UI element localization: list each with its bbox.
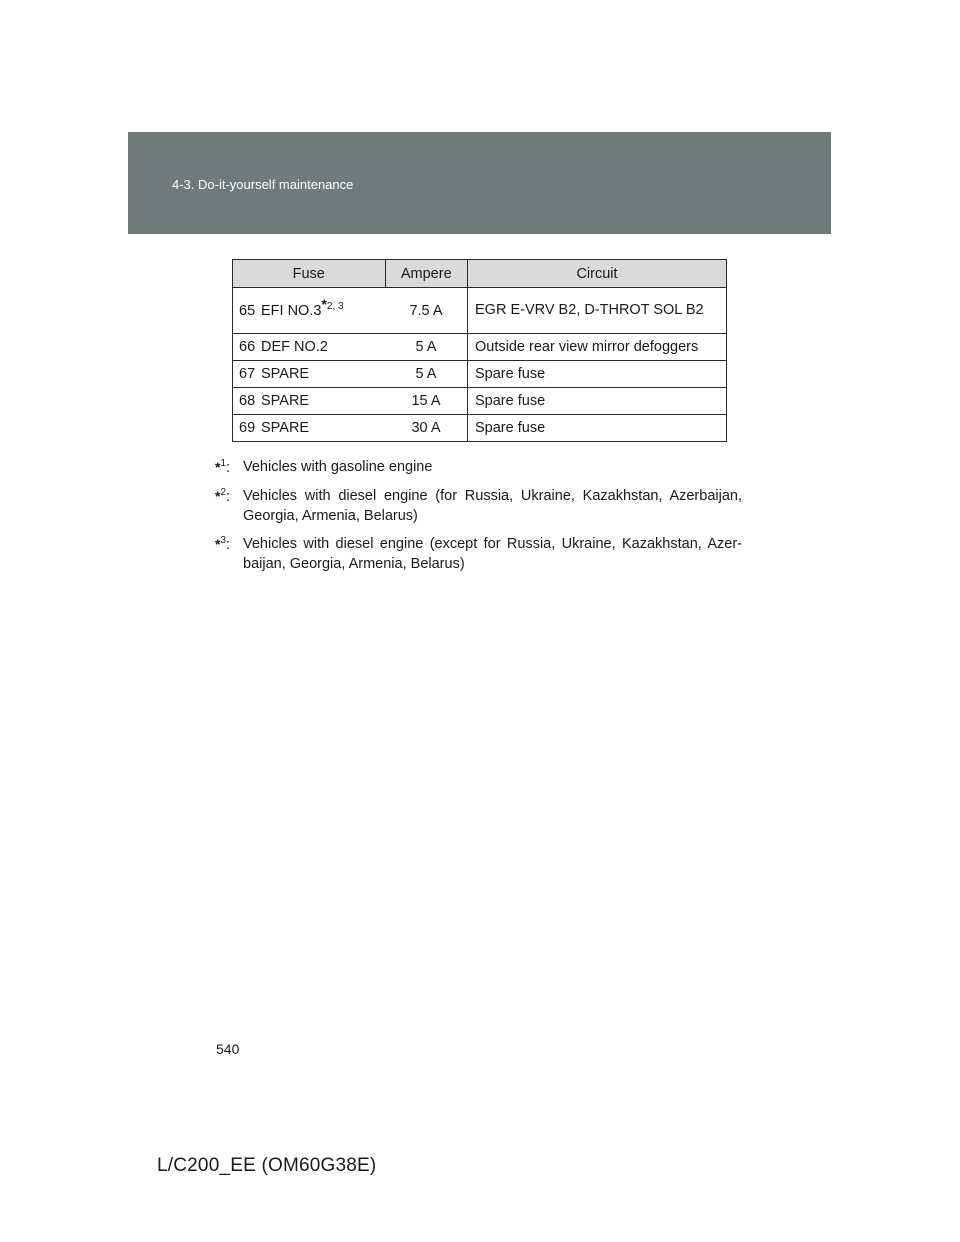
- footnote-mark: *$^1$:: [215, 458, 231, 476]
- column-header-circuit: Circuit: [468, 260, 727, 288]
- fuse-number: 65: [233, 288, 259, 334]
- fuse-circuit: Spare fuse: [468, 415, 727, 442]
- fuse-circuit: Spare fuse: [468, 361, 727, 388]
- table-header-row: [233, 260, 727, 288]
- footnote: [215, 457, 742, 478]
- fuse-number: 67: [233, 361, 259, 388]
- fuse-name: SPARE: [258, 361, 385, 388]
- fuse-name-text: EFI NO.3: [261, 302, 322, 319]
- fuse-number: 69: [233, 415, 259, 442]
- page-number: 540: [216, 1041, 240, 1057]
- table-row: [233, 288, 727, 334]
- fuse-circuit: EGR E-VRV B2, D-THROT SOL B2: [468, 288, 727, 334]
- table-row: [233, 388, 727, 415]
- table-row: [233, 361, 727, 388]
- fuse-name: SPARE: [258, 388, 385, 415]
- fuse-circuit: Outside rear view mirror defoggers: [468, 334, 727, 361]
- fuse-ampere: 30 A: [385, 415, 468, 442]
- fuse-ampere: 5 A: [385, 334, 468, 361]
- table-row: [233, 334, 727, 361]
- fuse-ampere: 15 A: [385, 388, 468, 415]
- footnotes: [215, 457, 742, 582]
- fuse-number: 68: [233, 388, 259, 415]
- fuse-table: [232, 259, 727, 442]
- column-header-fuse: Fuse: [233, 260, 386, 288]
- fuse-ampere: 5 A: [385, 361, 468, 388]
- table-row: [233, 415, 727, 442]
- footnote-mark: *$^2$:: [215, 487, 231, 505]
- column-header-ampere: Ampere: [385, 260, 468, 288]
- footnote-mark: *$^3$:: [215, 535, 231, 553]
- fuse-circuit: Spare fuse: [468, 388, 727, 415]
- footnote-text: Vehicles with diesel engine (except for Russia, Ukraine, Kazakhstan, Azer-baijan, Georgia, Armenia, Belarus): [243, 536, 742, 572]
- fuse-number: 66: [233, 334, 259, 361]
- footnote-reference: *2, 3: [321, 295, 344, 312]
- document-code: L/C200_EE (OM60G38E): [157, 1155, 377, 1176]
- fuse-name: DEF NO.2: [258, 334, 385, 361]
- footnote: [215, 486, 742, 526]
- section-title: 4-3. Do-it-yourself maintenance: [172, 177, 354, 192]
- fuse-name: [258, 288, 385, 334]
- footnote-text: Vehicles with gasoline engine: [243, 459, 433, 475]
- footnote: [215, 534, 742, 574]
- footnote-text: Vehicles with diesel engine (for Russia, Ukraine, Kazakhstan, Azerbaijan, Georgia, Armenia, Belarus): [243, 488, 742, 524]
- fuse-name: SPARE: [258, 415, 385, 442]
- fuse-ampere: 7.5 A: [385, 288, 468, 334]
